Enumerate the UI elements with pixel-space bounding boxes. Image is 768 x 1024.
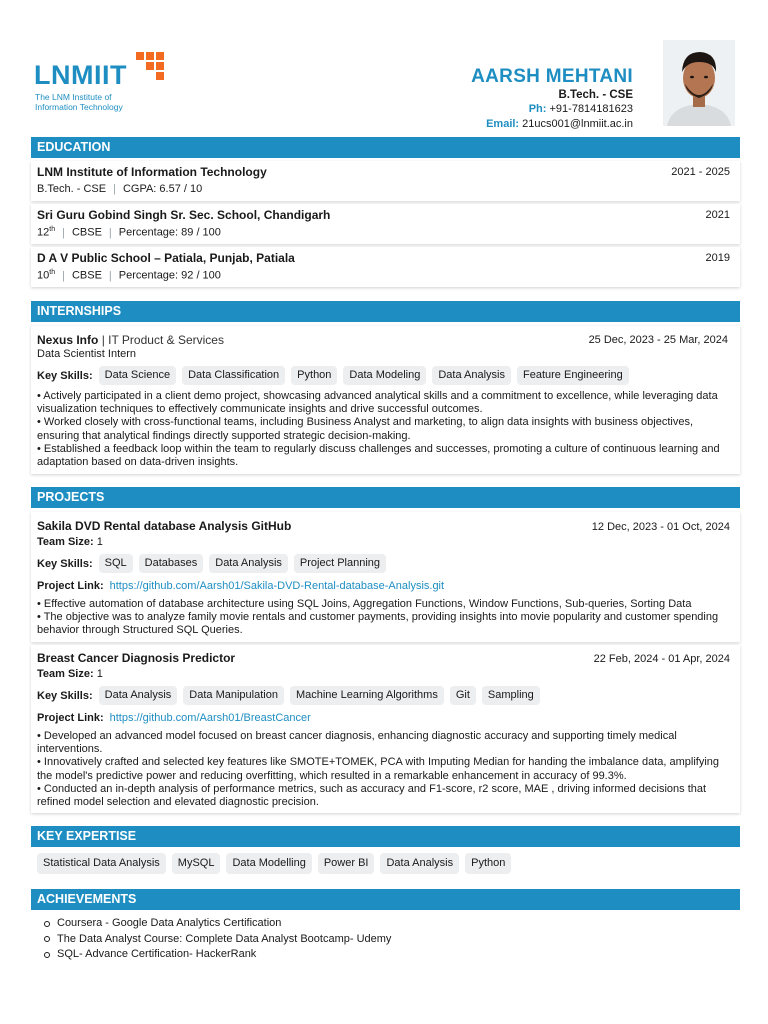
- project-bullets: • Effective automation of database architecture using SQL Joins, Aggregation Functions, Window Functions, Sub-queries, Sorting Data • The objective was to analyze family movie rentals and customer payments, providing insights into movie popularity and customer spending behavior through Structured SQL Queries.: [37, 598, 719, 637]
- internship-role: Data Scientist Intern: [37, 348, 137, 360]
- contact-block: [471, 66, 633, 132]
- candidate-degree: B.Tech. - CSE: [558, 89, 633, 101]
- skill-chip: SQL: [99, 554, 133, 573]
- school-name: LNM Institute of Information Technology: [37, 165, 267, 179]
- project-link-row: Project Link: https://github.com/Aarsh01/Sakila-DVD-Rental-database-Analysis.git: [37, 580, 445, 592]
- school-name: Sri Guru Gobind Singh Sr. Sec. School, Chandigarh: [37, 208, 331, 222]
- skill-chip: Databases: [139, 554, 204, 573]
- skill-chip: Feature Engineering: [517, 366, 629, 385]
- internship-item: [31, 326, 740, 474]
- expertise-chip: Power BI: [318, 853, 375, 874]
- school-name: D A V Public School – Patiala, Punjab, Patiala: [37, 251, 295, 265]
- internship-dates: 25 Dec, 2023 - 25 Mar, 2024: [588, 334, 728, 346]
- education-details: 12th | CBSE | Percentage: 89 / 100: [37, 226, 221, 239]
- skill-chip: Data Science: [99, 366, 176, 385]
- institute-logo: [34, 50, 174, 112]
- expertise-chip: MySQL: [172, 853, 221, 874]
- education-item: [31, 247, 740, 287]
- bullet-circle-icon: [44, 921, 50, 927]
- project-skills: Key Skills: Data Analysis Data Manipulation Machine Learning Algorithms Git Sampling: [37, 686, 546, 705]
- expertise-list: [37, 853, 517, 874]
- skill-chip: Data Analysis: [209, 554, 288, 573]
- project-link-row: Project Link: https://github.com/Aarsh01/BreastCancer: [37, 712, 311, 724]
- candidate-name: AARSH MEHTANI: [471, 66, 633, 87]
- section-achievements-header: ACHIEVEMENTS: [31, 889, 740, 910]
- logo-subtitle: The LNM Institute of Information Technology: [35, 92, 123, 112]
- team-size: Team Size: 1: [37, 668, 103, 680]
- project-dates: 12 Dec, 2023 - 01 Oct, 2024: [591, 521, 730, 533]
- skill-chip: Sampling: [482, 686, 540, 705]
- skill-chip: Git: [450, 686, 476, 705]
- education-years: 2021: [705, 209, 730, 221]
- education-details: 10th | CBSE | Percentage: 92 / 100: [37, 269, 221, 282]
- internship-skills: Key Skills: Data Science Data Classification Python Data Modeling Data Analysis Feature Engineering: [37, 366, 635, 385]
- logo-wordmark: LNMIIT: [34, 60, 127, 90]
- skill-chip: Project Planning: [294, 554, 386, 573]
- resume-header: [0, 0, 768, 134]
- section-projects-header: PROJECTS: [31, 487, 740, 508]
- phone-line: Ph: +91-7814181623: [528, 103, 633, 115]
- section-internships-header: INTERNSHIPS: [31, 301, 740, 322]
- education-years: 2021 - 2025: [671, 166, 730, 178]
- skill-chip: Data Modeling: [343, 366, 426, 385]
- achievement-item: The Data Analyst Course: Complete Data Analyst Bootcamp- Udemy: [44, 932, 391, 948]
- project-link[interactable]: https://github.com/Aarsh01/Sakila-DVD-Rental-database-Analysis.git: [109, 580, 445, 592]
- education-years: 2019: [705, 252, 730, 264]
- skill-chip: Python: [291, 366, 337, 385]
- skill-chip: Data Analysis: [99, 686, 178, 705]
- achievement-item: SQL- Advance Certification- HackerRank: [44, 947, 391, 963]
- team-size: Team Size: 1: [37, 536, 103, 548]
- achievement-item: Coursera - Google Data Analytics Certification: [44, 916, 391, 932]
- education-item: [31, 204, 740, 244]
- expertise-chip: Data Modelling: [226, 853, 311, 874]
- project-title: Sakila DVD Rental database Analysis GitHub: [37, 519, 292, 533]
- expertise-chip: Data Analysis: [380, 853, 459, 874]
- skill-chip: Machine Learning Algorithms: [290, 686, 444, 705]
- project-dates: 22 Feb, 2024 - 01 Apr, 2024: [593, 653, 730, 665]
- expertise-chip: Statistical Data Analysis: [37, 853, 166, 874]
- achievements-list: [44, 916, 391, 963]
- internship-bullets: • Actively participated in a client demo project, showcasing advanced analytical skills and a commitment to excellence, while leveraging data visualization techniques to effectively communicate insights and drive successful outcomes. • Worked closely with cross-functional teams, including Business Analyst and marketing, to align data insights with business objectives, ensuring that analytical findings directly supported strategic decision-making. • Established a feedback loop within the team to regularly discuss challenges and successes, promoting a culture of continuous learning and adaptation based on data-driven insights.: [37, 390, 720, 469]
- skill-chip: Data Analysis: [432, 366, 511, 385]
- project-bullets: • Developed an advanced model focused on breast cancer diagnosis, enhancing diagnostic accuracy and supporting timely medical interventions. • Innovatively crafted and selected key features like SMOTE+TOMEK, PCA with Imputing Median for handing the imbalance data, amplifying the model's predictive power and reducing overfitting, which resulted in a remarkable enhancement in accuracy of 99.3%. • Conducted an in-depth analysis of performance metrics, such as accuracy and F1-score, r2 score, MAE , driving informed decisions that refined model selection and elevated diagnostic precision.: [37, 730, 720, 809]
- project-item: [31, 512, 740, 642]
- company-name: Nexus Info | IT Product & Services: [37, 333, 224, 347]
- skill-chip: Data Classification: [182, 366, 285, 385]
- education-item: [31, 161, 740, 201]
- profile-photo: [663, 40, 735, 126]
- project-title: Breast Cancer Diagnosis Predictor: [37, 651, 236, 665]
- skill-chip: Data Manipulation: [183, 686, 284, 705]
- project-item: [31, 645, 740, 813]
- project-link[interactable]: https://github.com/Aarsh01/BreastCancer: [109, 712, 311, 724]
- project-skills: Key Skills: SQL Databases Data Analysis Project Planning: [37, 554, 392, 573]
- phone-number[interactable]: +91-7814181623: [549, 103, 633, 115]
- logo-squares-icon: [136, 52, 172, 82]
- bullet-circle-icon: [44, 952, 50, 958]
- section-education-header: EDUCATION: [31, 137, 740, 158]
- email-line: Email: 21ucs001@lnmiit.ac.in: [486, 118, 633, 130]
- section-expertise-header: KEY EXPERTISE: [31, 826, 740, 847]
- education-details: B.Tech. - CSE | CGPA: 6.57 / 10: [37, 183, 203, 195]
- bullet-circle-icon: [44, 936, 50, 942]
- email-address[interactable]: 21ucs001@lnmiit.ac.in: [522, 118, 633, 130]
- expertise-chip: Python: [465, 853, 511, 874]
